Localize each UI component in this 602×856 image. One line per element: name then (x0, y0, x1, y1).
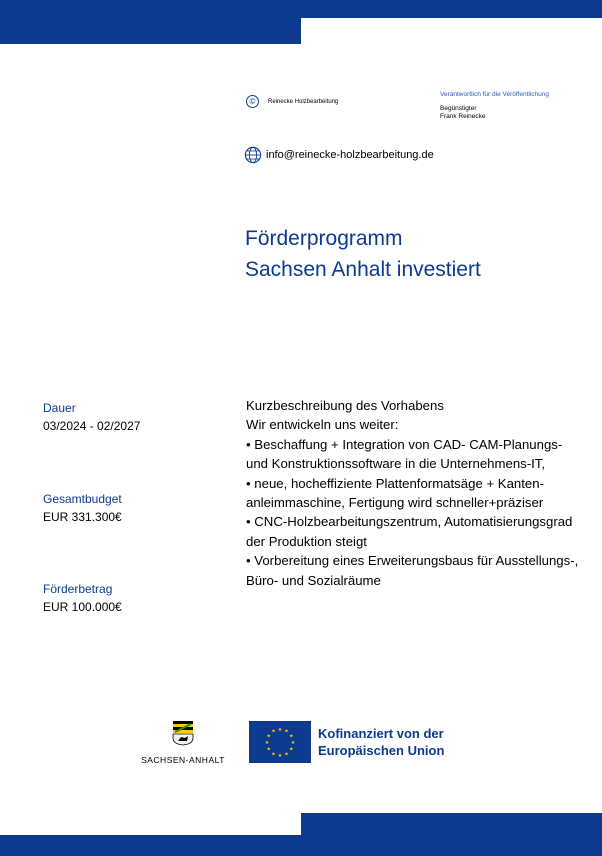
fact-label: Förderbetrag (43, 582, 113, 596)
top-right-bar (301, 0, 602, 18)
responsible-role: Begünstigter (440, 105, 477, 112)
company-name: Reinecke Holzbearbeitung (268, 98, 339, 105)
page-title (245, 223, 481, 285)
project-description (246, 396, 586, 590)
fact-duration (43, 401, 140, 433)
eu-flag (249, 721, 311, 763)
eu-line-1: Kofinanziert von der (318, 726, 444, 741)
responsible-title: Verantwortlich für die Veröffentlichung (440, 91, 550, 98)
eu-star: ★ (266, 733, 271, 740)
eu-cofinanced-text (318, 725, 444, 759)
eu-star: ★ (290, 740, 296, 746)
bottom-right-bar (301, 813, 602, 856)
fact-label: Gesamtbudget (43, 492, 122, 506)
company-line (246, 95, 338, 108)
fact-total-budget (43, 492, 122, 524)
description-item: • Vorbereitung eines Erweiterungsbaus für Ausstellungs-, Büro- und Sozialräume (246, 553, 579, 588)
description-title: Kurzbeschreibung des Vorhabens (246, 398, 444, 413)
eu-star: ★ (284, 728, 289, 735)
sachsen-anhalt-logo (137, 720, 229, 765)
responsible-name: Frank Reinecke (440, 113, 486, 120)
top-left-bar (0, 0, 301, 44)
globe-icon (244, 146, 262, 164)
title-line-2: Sachsen Anhalt investiert (245, 258, 481, 281)
copyright-icon: © (246, 95, 259, 108)
sachsen-anhalt-text: SACHSEN-ANHALT (141, 755, 225, 765)
contact-email-row (244, 146, 434, 164)
description-item: • CNC-Holzbearbeitungszentrum, Automatisierungsgrad der Produktion steigt (246, 514, 573, 549)
eu-star: ★ (277, 727, 283, 733)
eu-star: ★ (289, 733, 294, 740)
email-link[interactable]: info@reinecke-holzbearbeitung.de (266, 149, 434, 161)
fact-value: EUR 100.000€ (43, 600, 122, 614)
fact-value: 03/2024 - 02/2027 (43, 419, 141, 433)
eu-star: ★ (266, 746, 271, 753)
fact-value: EUR 331.300€ (43, 510, 122, 524)
eu-star: ★ (289, 746, 294, 753)
eu-star: ★ (271, 728, 276, 735)
fact-funding-amount (43, 582, 122, 614)
fact-label: Dauer (43, 401, 76, 415)
coat-of-arms-icon (172, 720, 194, 746)
eu-line-2: Europäischen Union (318, 743, 445, 758)
description-item: • neue, hocheffiziente Plattenformatsäge + Kanten-anleimmaschine, Fertigung wird schneller+präziser (246, 475, 544, 511)
title-line-1: Förderprogramm (245, 227, 403, 250)
bottom-left-bar (0, 835, 301, 856)
eu-star: ★ (284, 751, 289, 758)
eu-star: ★ (264, 740, 270, 746)
description-intro: Wir entwickeln uns weiter: (246, 417, 399, 433)
responsible-block (440, 91, 549, 121)
eu-star: ★ (277, 753, 283, 759)
eu-star: ★ (271, 751, 276, 758)
eu-stars-icon (249, 721, 311, 763)
description-item: • Beschaffung + Integration von CAD- CAM-Planungs- und Konstruktionssoftware in die Unternehmens-IT, (246, 436, 563, 472)
